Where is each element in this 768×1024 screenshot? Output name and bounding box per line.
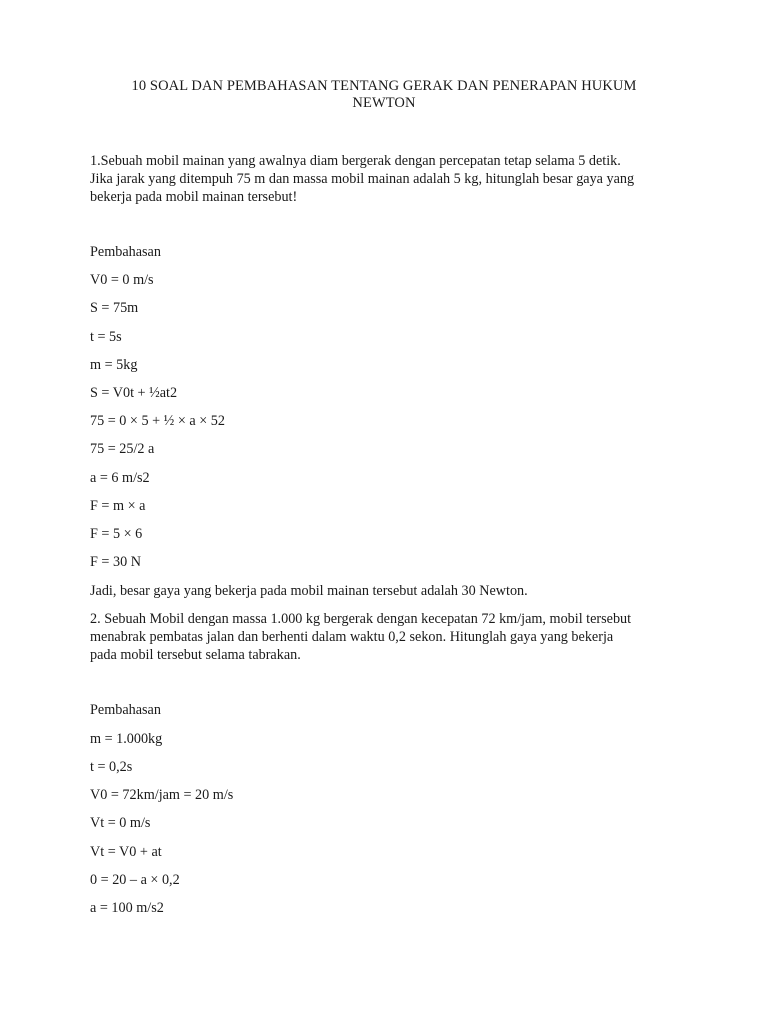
q2-step: Vt = 0 m/s: [90, 815, 151, 831]
question-2-solution-heading: Pembahasan: [90, 702, 161, 718]
q2-step: t = 0,2s: [90, 759, 133, 775]
q1-step: t = 5s: [90, 329, 122, 345]
title-line-2: NEWTON: [352, 95, 416, 111]
document-title: [90, 78, 678, 112]
question-1-line: Jika jarak yang ditempuh 75 m dan massa mobil mainan adalah 5 kg, hitunglah besar gaya yang: [90, 171, 635, 187]
q2-step: m = 1.000kg: [90, 731, 163, 747]
question-1-solution-heading: Pembahasan: [90, 244, 161, 260]
q1-step: 75 = 0 × 5 + ½ × a × 52: [90, 413, 225, 429]
q2-step: 0 = 20 – a × 0,2: [90, 872, 180, 888]
question-1-line: bekerja pada mobil mainan tersebut!: [90, 189, 298, 205]
q1-step: S = 75m: [90, 300, 139, 316]
question-2-text: [90, 610, 690, 664]
q1-step: V0 = 0 m/s: [90, 272, 154, 288]
question-2-line: 2. Sebuah Mobil dengan massa 1.000 kg bergerak dengan kecepatan 72 km/jam, mobil tersebut: [90, 611, 632, 627]
question-1-line: 1.Sebuah mobil mainan yang awalnya diam bergerak dengan percepatan tetap selama 5 detik.: [90, 153, 621, 169]
title-line-1: 10 SOAL DAN PEMBAHASAN TENTANG GERAK DAN PENERAPAN HUKUM: [131, 78, 637, 94]
q2-step: V0 = 72km/jam = 20 m/s: [90, 787, 234, 803]
question-1-text: [90, 152, 690, 206]
q1-step: F = 5 × 6: [90, 526, 143, 542]
question-1-conclusion: Jadi, besar gaya yang bekerja pada mobil mainan tersebut adalah 30 Newton.: [90, 583, 528, 599]
q1-step: F = 30 N: [90, 554, 141, 570]
question-2-line: pada mobil tersebut selama tabrakan.: [90, 647, 301, 663]
q1-step: a = 6 m/s2: [90, 470, 150, 486]
q1-step: S = V0t + ½at2: [90, 385, 178, 401]
q1-step: 75 = 25/2 a: [90, 441, 155, 457]
q2-step: a = 100 m/s2: [90, 900, 164, 916]
question-2-line: menabrak pembatas jalan dan berhenti dalam waktu 0,2 sekon. Hitunglah gaya yang bekerja: [90, 629, 614, 645]
q1-step: F = m × a: [90, 498, 146, 514]
q1-step: m = 5kg: [90, 357, 138, 373]
q2-step: Vt = V0 + at: [90, 844, 162, 860]
